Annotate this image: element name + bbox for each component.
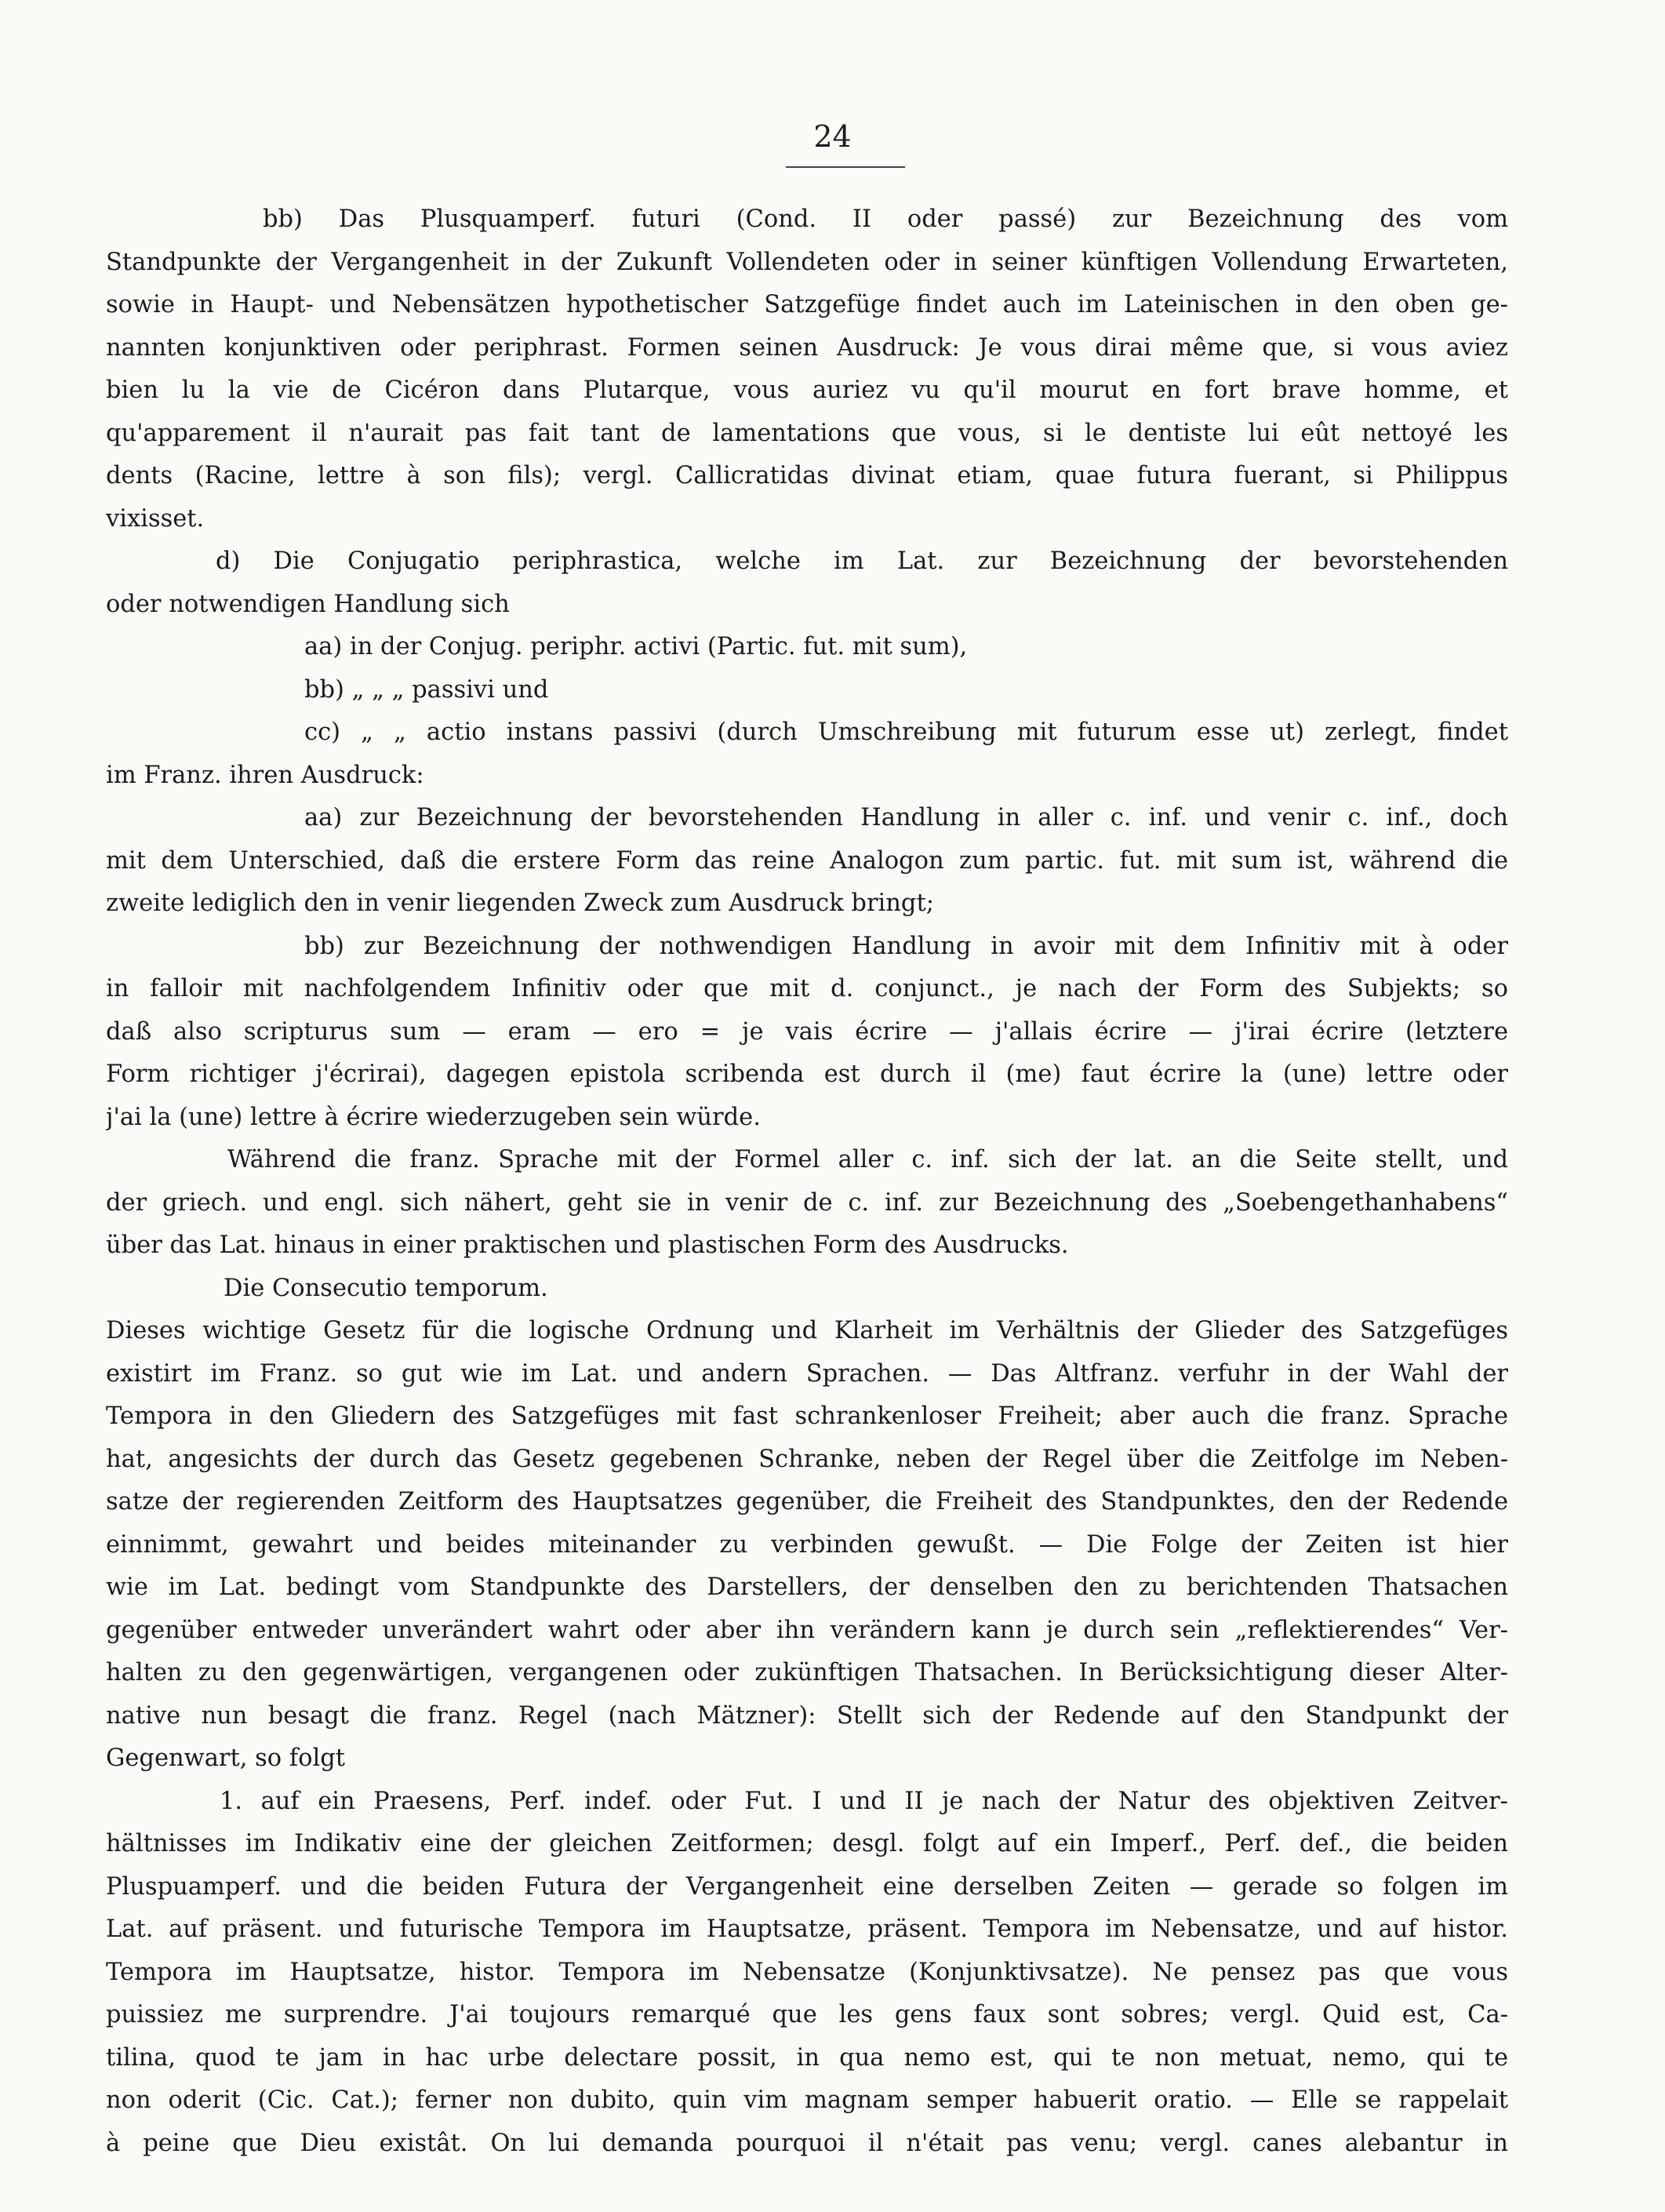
text-line: native nun besagt die franz. Regel (nach Mätzner): Stellt sich der Redende auf den Standpunkt der (106, 1701, 1508, 1730)
paragraph-start-line: Während die franz. Sprache mit der Formel aller c. inf. sich der lat. an die Seite stellt, und (227, 1146, 1508, 1173)
page-number-rule (786, 166, 905, 168)
text-line: qu'apparement il n'aurait pas fait tant de lamentations que vous, si le dentiste lui eût nettoyé les (106, 419, 1508, 447)
text-line: tilina, quod te jam in hac urbe delectare possit, in qua nemo est, qui te non metuat, nemo, qui te (106, 2043, 1508, 2072)
text-line: Pluspuamperf. und die beiden Futura der Vergangenheit eine derselben Zeiten — gerade so folgen im (106, 1872, 1508, 1901)
list-item-line: bb) „ „ „ passivi und (304, 675, 549, 704)
text-line: Lat. auf präsent. und futurische Tempora im Hauptsatze, präsent. Tempora im Nebensatze, und auf histor. (106, 1915, 1508, 1943)
text-line: sowie in Haupt- und Nebensätzen hypothetischer Satzgefüge findet auch im Lateinischen in den oben ge- (106, 291, 1508, 318)
text-line: über das Lat. hinaus in einer praktischen und plastischen Form des Ausdrucks. (106, 1232, 1069, 1259)
section-heading-line: Die Consecutio temporum. (224, 1274, 548, 1302)
text-line: puissiez me surprendre. J'ai toujours remarqué que les gens faux sont sobres; vergl. Quid est, Ca- (106, 2001, 1508, 2028)
text-line: oder notwendigen Handlung sich (106, 590, 510, 618)
text-line: daß also scripturus sum — eram — ero = je vais écrire — j'allais écrire — j'irai écrire (letztere (106, 1017, 1508, 1046)
text-line: existirt im Franz. so gut wie im Lat. und andern Sprachen. — Das Altfranz. verfuhr in der Wahl der (106, 1359, 1508, 1388)
text-line: vixisset. (106, 504, 205, 533)
body-text (106, 198, 1508, 2165)
text-line: dents (Racine, lettre à son fils); vergl. Callicratidas divinat etiam, quae futura fuerant, si Philippus (106, 462, 1508, 489)
text-line: Gegenwart, so folgt (106, 1744, 346, 1772)
text-line: j'ai la (une) lettre à écrire wiederzugeben sein würde. (106, 1103, 761, 1131)
text-line: Form richtiger j'écrirai), dagegen epistola scribenda est durch il (me) faut écrire la (une) lettre oder (106, 1061, 1508, 1088)
list-item-line: aa) in der Conjug. periphr. activi (Partic. fut. mit sum), (304, 633, 968, 660)
text-line: in falloir mit nachfolgendem Infinitiv oder que mit d. conjunct., je nach der Form des Subjekts; so (106, 975, 1508, 1002)
section-heading-line: d) Die Conjugatio periphrastica, welche im Lat. zur Bezeichnung der bevorstehenden (216, 548, 1508, 575)
text-line: zweite lediglich den in venir liegenden Zweck zum Ausdruck bringt; (106, 890, 934, 917)
page-number: 24 (813, 119, 852, 154)
text-line: hältnisses im Indikativ eine der gleichen Zeitformen; desgl. folgt auf ein Imperf., Perf. def., die beiden (106, 1830, 1508, 1857)
text-line: satze der regierenden Zeitform des Hauptsatzes gegenüber, die Freiheit des Standpunktes, den der Redende (106, 1488, 1508, 1515)
text-line: Standpunkte der Vergangenheit in der Zukunft Vollendeten oder in seiner künftigen Vollendung Erwarteten, (106, 248, 1508, 276)
text-line: einnimmt, gewahrt und beides miteinander zu verbinden gewußt. — Die Folge der Zeiten ist hier (106, 1530, 1508, 1559)
text-line: halten zu den gegenwärtigen, vergangenen oder zukünftigen Thatsachen. In Berücksichtigung dieser Alter- (106, 1659, 1508, 1686)
text-line: im Franz. ihren Ausdruck: (106, 761, 424, 789)
text-line: à peine que Dieu existât. On lui demanda pourquoi il n'était pas venu; vergl. canes alebantur in (106, 2129, 1508, 2157)
list-item-line: cc) „ „ actio instans passivi (durch Umschreibung mit futurum esse ut) zerlegt, findet (304, 719, 1508, 746)
text-line: Tempora in den Gliedern des Satzgefüges mit fast schrankenloser Freiheit; aber auch die franz. Sprache (106, 1403, 1508, 1430)
list-item-line: 1. auf ein Praesens, Perf. indef. oder Fut. I und II je nach der Natur des objektiven Zeitver- (220, 1787, 1508, 1815)
text-line: gegenüber entweder unverändert wahrt oder aber ihn verändern kann je durch sein „reflektierendes“ Ver- (106, 1616, 1508, 1644)
text-line: der griech. und engl. sich nähert, geht sie in venir de c. inf. zur Bezeichnung des „Soebengethanhabens“ (106, 1188, 1508, 1217)
text-line: bb) Das Plusquamperf. futuri (Cond. II oder passé) zur Bezeichnung des vom (263, 206, 1508, 233)
text-line: Tempora im Hauptsatze, histor. Tempora im Nebensatze (Konjunktivsatze). Ne pensez pas que vous (106, 1958, 1508, 1986)
text-line: wie im Lat. bedingt vom Standpunkte des Darstellers, der denselben den zu berichtenden Thatsachen (106, 1574, 1508, 1601)
text-line: mit dem Unterschied, daß die erstere Form das reine Analogon zum partic. fut. mit sum ist, während die (106, 846, 1508, 875)
text-line: bien lu la vie de Cicéron dans Plutarque, vous auriez vu qu'il mourut en fort brave homme, et (106, 377, 1508, 404)
text-line: non oderit (Cic. Cat.); ferner non dubito, quin vim magnam semper habuerit oratio. — Elle se rappelait (106, 2086, 1508, 2114)
text-line: Dieses wichtige Gesetz für die logische Ordnung und Klarheit im Verhältnis der Glieder des Satzgefüges (106, 1317, 1508, 1344)
list-item-line: aa) zur Bezeichnung der bevorstehenden Handlung in aller c. inf. und venir c. inf., doch (304, 804, 1508, 831)
list-item-line: bb) zur Bezeichnung der nothwendigen Handlung in avoir mit dem Infinitiv mit à oder (304, 932, 1508, 960)
text-line: hat, angesichts der durch das Gesetz gegebenen Schranke, neben der Regel über die Zeitfolge im Neben- (106, 1445, 1508, 1473)
text-line: nannten konjunktiven oder periphrast. Formen seinen Ausdruck: Je vous dirai même que, si vous aviez (106, 333, 1508, 362)
